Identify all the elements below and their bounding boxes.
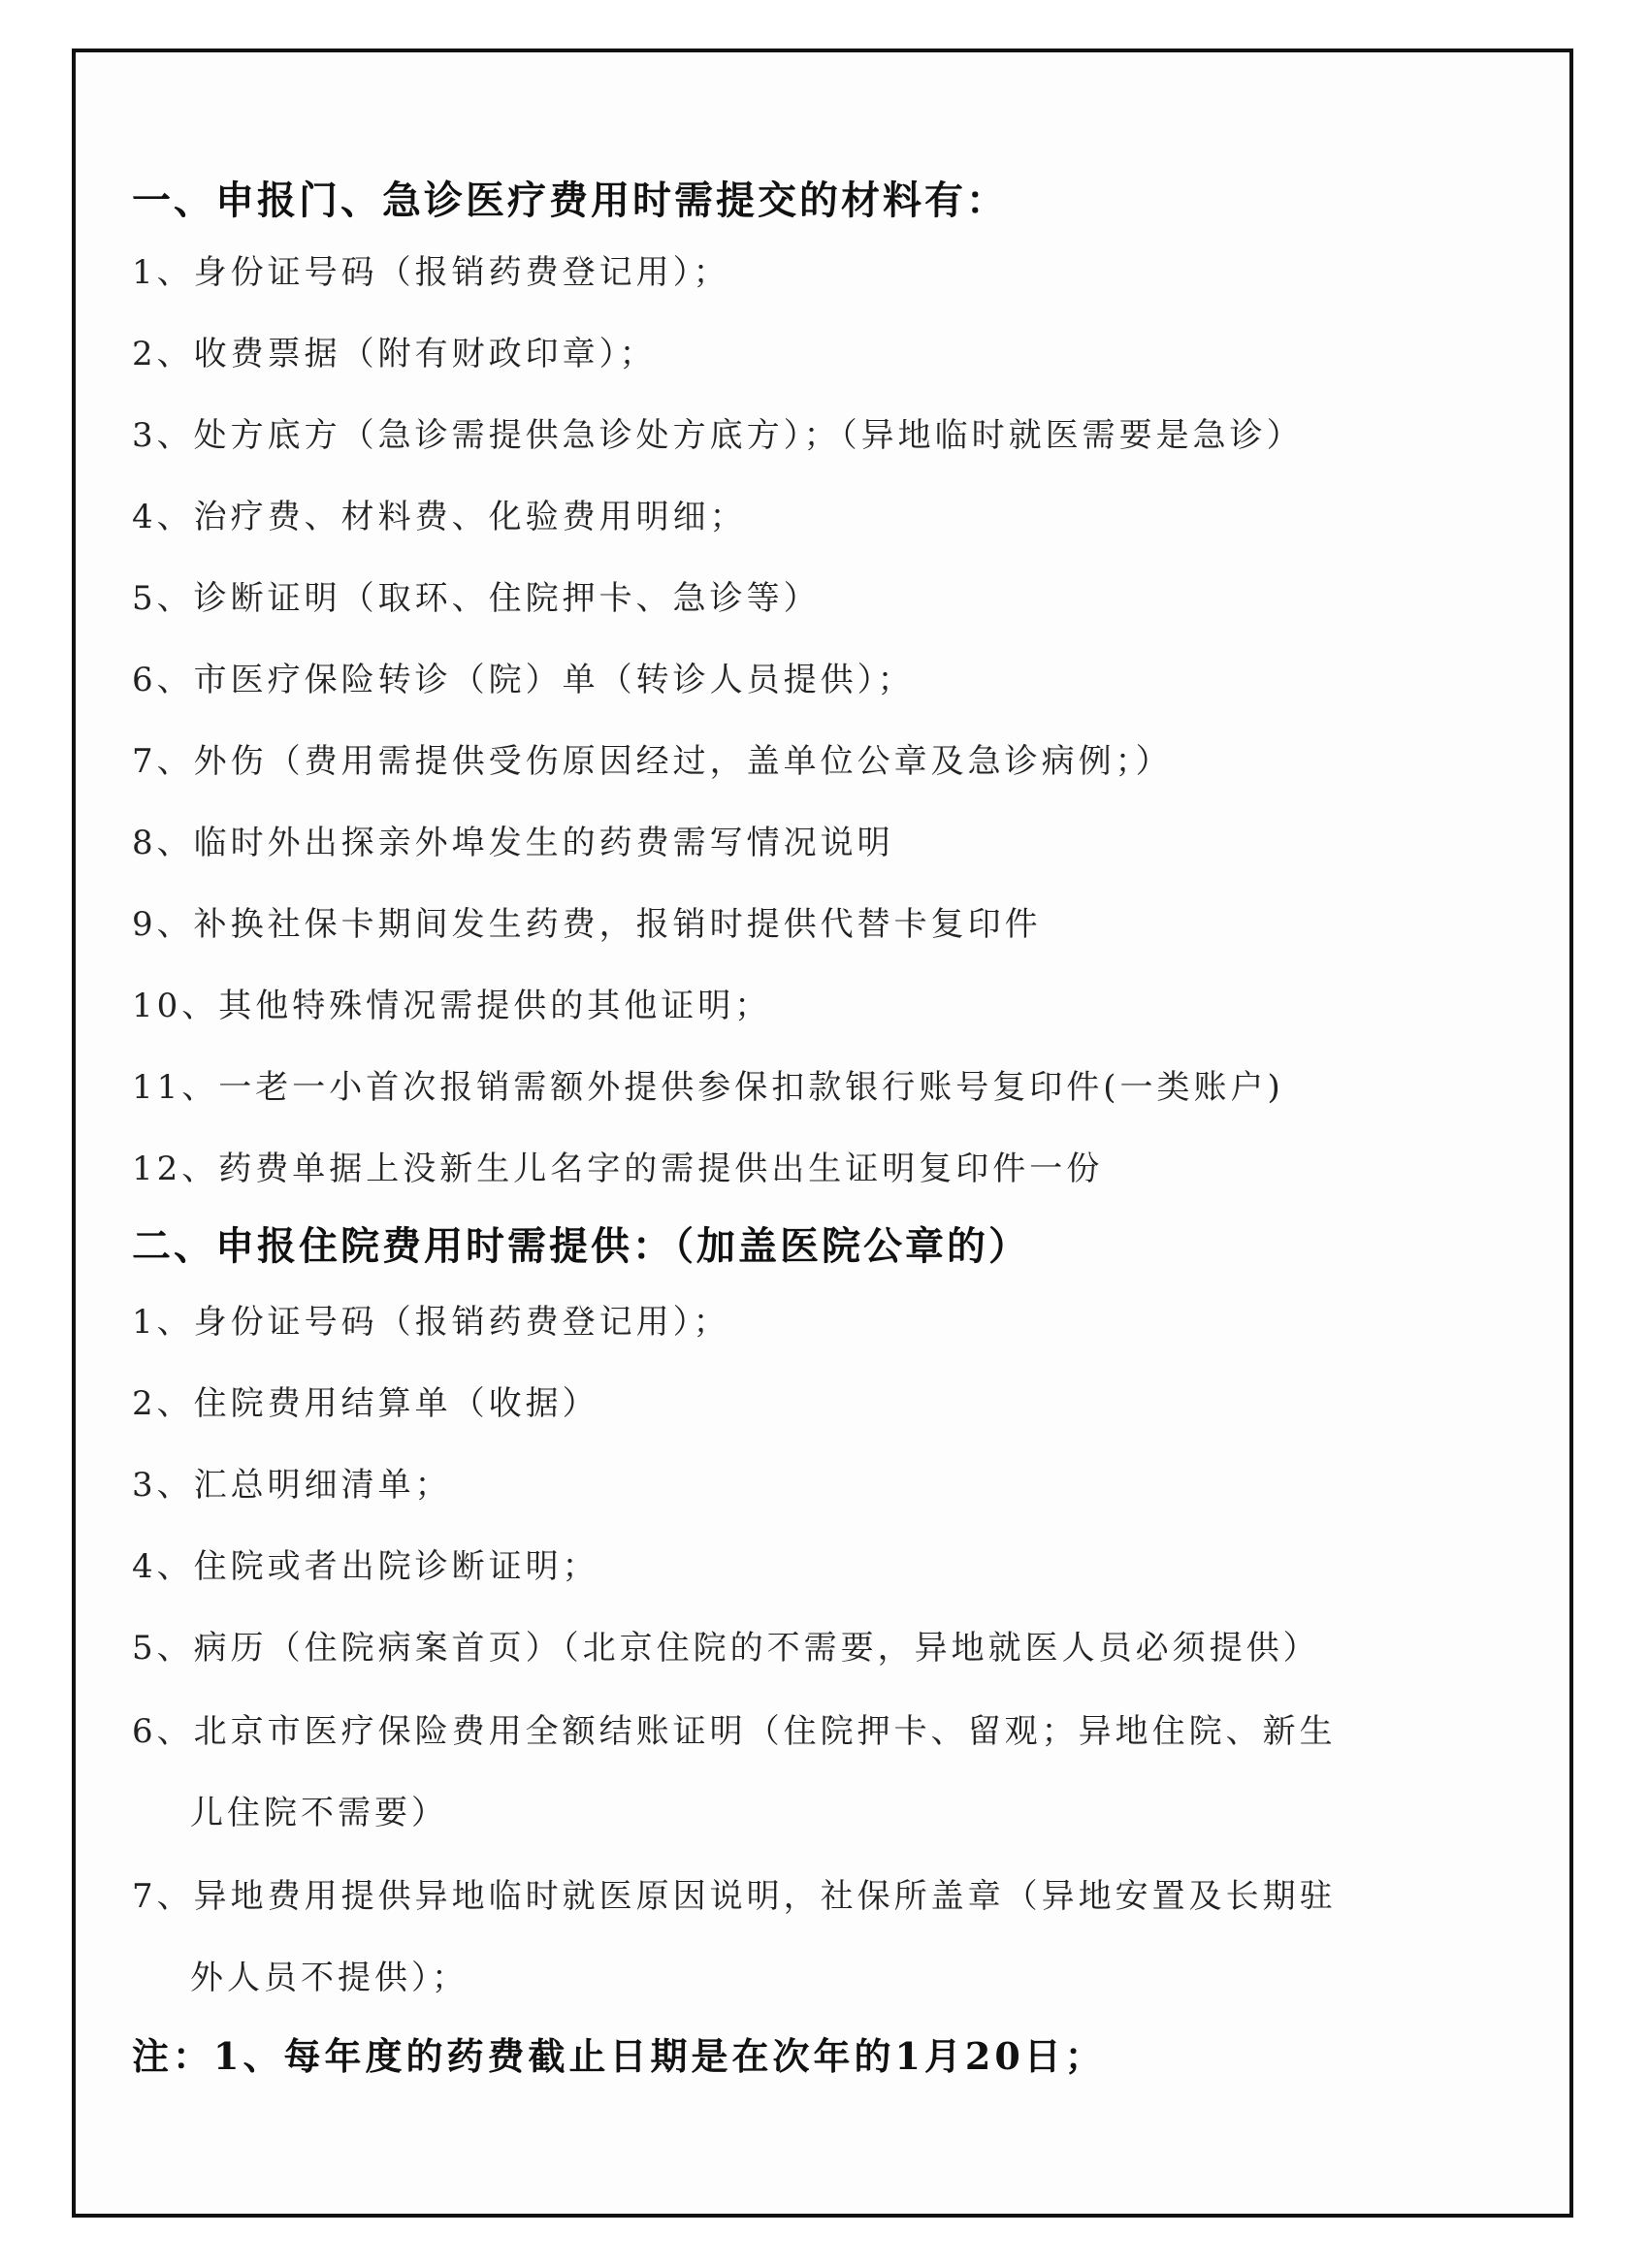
section-1-item-7: 7、外伤（费用需提供受伤原因经过，盖单位公章及急诊病例；） (132, 742, 1173, 781)
section-1-item-8: 8、临时外出探亲外埠发生的药费需写情况说明 (132, 824, 894, 862)
section-2-item-6: 6、北京市医疗保险费用全额结账证明（住院押卡、留观；异地住院、新生 (132, 1712, 1337, 1751)
section-1-item-2: 2、收费票据（附有财政印章）； (132, 335, 657, 373)
section-2-item-7-continuation: 外人员不提供）； (190, 1959, 469, 1997)
section-2-item-2: 2、住院费用结算单（收据） (132, 1384, 599, 1423)
section-1-heading: 一、申报门、急诊医疗费用时需提交的材料有： (132, 178, 1008, 223)
section-2-item-3: 3、汇总明细清单； (132, 1466, 452, 1505)
section-1-item-4: 4、治疗费、材料费、化验费用明细； (132, 498, 747, 536)
section-2-item-7: 7、异地费用提供异地临时就医原因说明，社保所盖章（异地安置及长期驻 (132, 1877, 1337, 1916)
section-2-item-5: 5、病历（住院病案首页）（北京住院的不需要，异地就医人员必须提供） (132, 1629, 1320, 1668)
section-1-item-11: 11、一老一小首次报销需额外提供参保扣款银行账号复印件(一类账户) (132, 1068, 1284, 1107)
section-1-item-1: 1、身份证号码（报销药费登记用）； (132, 253, 730, 292)
section-1-item-6: 6、市医疗保险转诊（院）单（转诊人员提供）； (132, 661, 915, 699)
footnote: 注：1、每年度的药费截止日期是在次年的1月20日； (132, 2034, 1106, 2078)
section-2-heading: 二、申报住院费用时需提供：（加盖医院公章的） (132, 1223, 1030, 1269)
section-1-item-10: 10、其他特殊情况需提供的其他证明； (132, 987, 772, 1025)
section-2-item-6-continuation: 儿住院不需要） (190, 1794, 448, 1832)
section-2-item-1: 1、身份证号码（报销药费登记用）； (132, 1303, 730, 1342)
section-1-item-9: 9、补换社保卡期间发生药费，报销时提供代替卡复印件 (132, 905, 1042, 944)
section-1-item-3: 3、处方底方（急诊需提供急诊处方底方）；（异地临时就医需要是急诊） (132, 416, 1304, 455)
section-2-item-4: 4、住院或者出院诊断证明； (132, 1547, 599, 1586)
section-1-item-5: 5、诊断证明（取环、住院押卡、急诊等） (132, 579, 821, 618)
section-1-item-12: 12、药费单据上没新生儿名字的需提供出生证明复印件一份 (132, 1150, 1104, 1188)
